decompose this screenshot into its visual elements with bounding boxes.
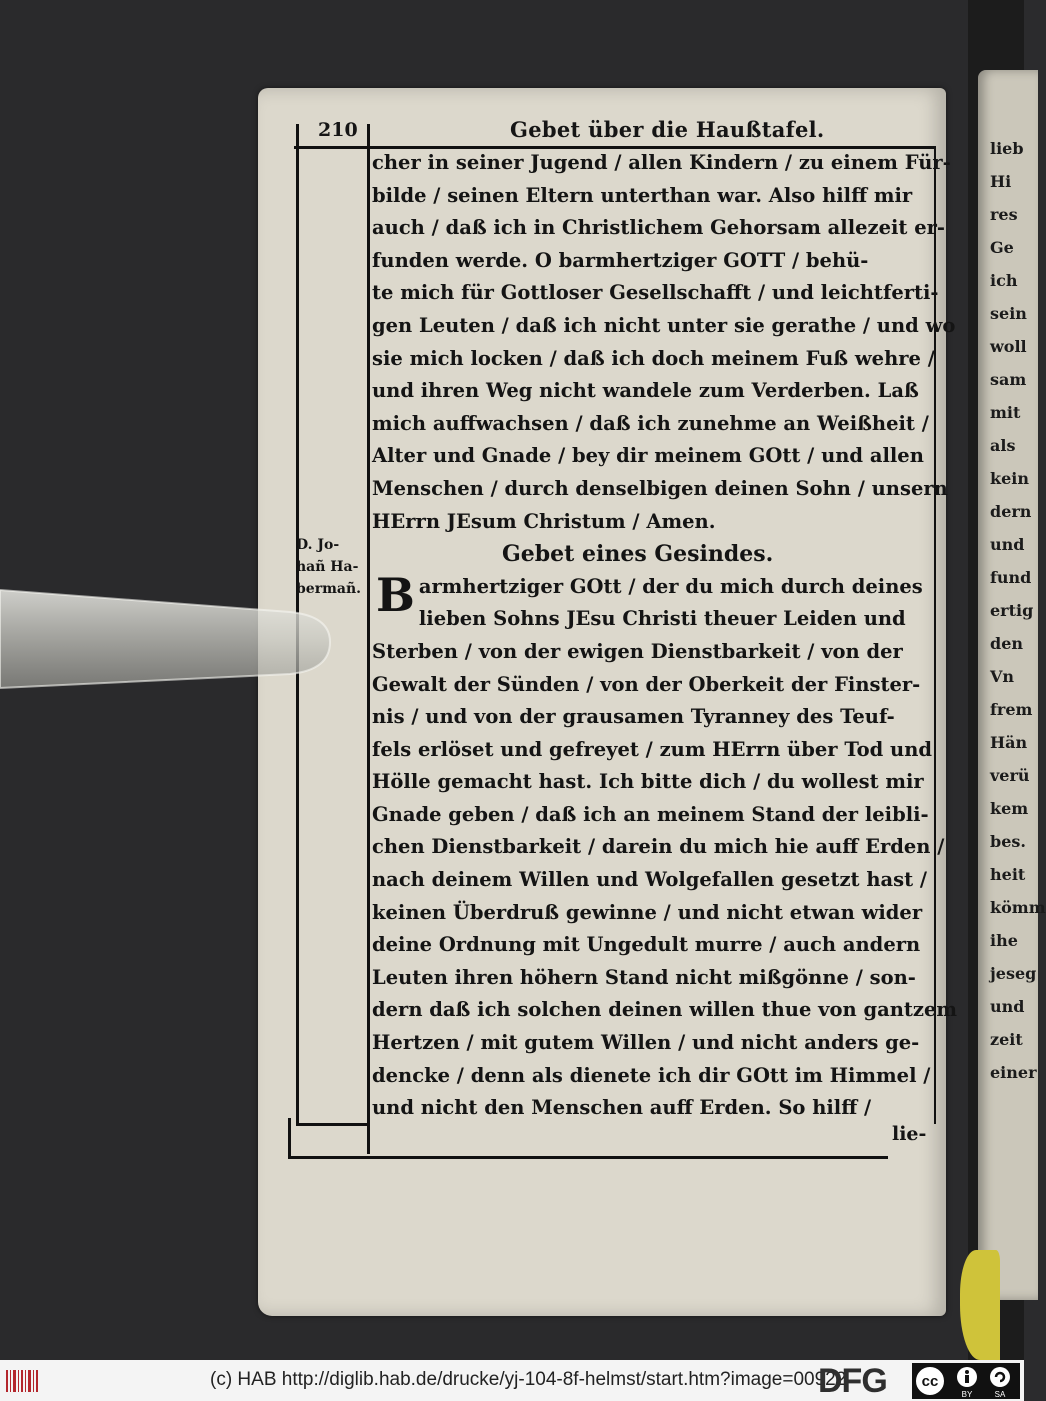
text-line: chen Dienstbarkeit / darein du mich hie auff Erden / bbox=[372, 835, 945, 859]
text-line: Leuten ihren höhern Stand nicht mißgönne / son- bbox=[372, 965, 916, 989]
facing-page-fragment: kömm bbox=[990, 898, 1046, 917]
text-line: HErrn JEsum Christum / Amen. bbox=[372, 509, 716, 533]
text-line: cher in seiner Jugend / allen Kindern / zu einem Für- bbox=[372, 151, 951, 174]
text-line: Gewalt der Sünden / von der Oberkeit der Finster- bbox=[372, 672, 921, 696]
text-line: mich auffwachsen / daß ich zunehme an Weißheit / bbox=[372, 411, 929, 435]
facing-page-fragment: sam bbox=[990, 370, 1027, 389]
facing-page-fragment: und bbox=[990, 997, 1025, 1016]
cc-by-label: BY bbox=[961, 1390, 973, 1399]
page-number: 210 bbox=[318, 119, 358, 141]
text-line: nach deinem Willen und Wolgefallen gesetzt hast / bbox=[372, 868, 928, 892]
text-line: Alter und Gnade / bey dir meinem GOtt / und allen bbox=[372, 444, 924, 468]
text-line: bilde / seinen Eltern unterthan war. Also hilff mir bbox=[372, 183, 913, 207]
text-line: auch / daß ich in Christlichem Gehorsam allezeit er- bbox=[372, 216, 945, 240]
text-line: und ihren Weg nicht wandele zum Verderben. Laß bbox=[372, 379, 919, 403]
text-line: Gnade geben / daß ich an meinem Stand der leibli- bbox=[372, 802, 929, 826]
svg-text:cc: cc bbox=[921, 1373, 939, 1390]
facing-page-fragment: lieb bbox=[990, 139, 1024, 158]
cc-sa-label: SA bbox=[994, 1390, 1006, 1399]
section-heading: Gebet eines Gesindes. bbox=[502, 541, 774, 568]
text-line: Sterben / von der ewigen Dienstbarkeit / von der bbox=[372, 639, 903, 663]
facing-page-text bbox=[990, 132, 1046, 1089]
page-header bbox=[296, 117, 936, 147]
text-line: und nicht den Menschen auff Erden. So hilff / bbox=[372, 1096, 872, 1120]
facing-page-fragment: fund bbox=[990, 568, 1032, 587]
facing-page-fragment: als bbox=[990, 436, 1016, 455]
facing-page-fragment: res bbox=[990, 205, 1018, 224]
text-line: fels erlöset und gefreyet / zum HErrn über Tod und bbox=[372, 737, 933, 761]
facing-page-fragment: und bbox=[990, 535, 1025, 554]
frame-rule-bottom bbox=[296, 1123, 370, 1126]
facing-page-fragment: ertig bbox=[990, 601, 1034, 620]
facing-page-fragment: ihe bbox=[990, 931, 1018, 950]
facing-page-fragment: kein bbox=[990, 469, 1029, 488]
margin-note-line: bermañ. bbox=[296, 581, 362, 597]
facing-page-fragment: woll bbox=[990, 337, 1027, 356]
text-line-content: armhertziger GOtt / der du mich durch deines bbox=[418, 574, 923, 598]
facing-page-fragment: ich bbox=[990, 271, 1018, 290]
text-line: te mich für Gottloser Gesellschafft / und leichtferti- bbox=[372, 281, 939, 305]
margin-note-line: hañ Ha- bbox=[296, 559, 359, 575]
text-line: dencke / denn als dienete ich dir GOtt im Himmel / bbox=[372, 1063, 931, 1087]
facing-page-fragment: einer bbox=[990, 1063, 1037, 1082]
facing-page-fragment: zeit bbox=[990, 1030, 1023, 1049]
text-line: deine Ordnung mit Ungedult murre / auch andern bbox=[372, 933, 921, 957]
body-text bbox=[372, 147, 958, 1125]
facing-page-fragment: heit bbox=[990, 865, 1026, 884]
margin-note-line: D. Jo- bbox=[296, 537, 340, 553]
bookmark-ribbon bbox=[960, 1250, 1000, 1360]
text-line: nis / und von der grausamen Tyranney des Teuf- bbox=[372, 705, 895, 729]
dfg-logo: DFG bbox=[818, 1362, 887, 1400]
facing-page-fragment: Hän bbox=[990, 733, 1028, 752]
text-line: dern daß ich solchen deinen willen thue von gantzem bbox=[372, 998, 958, 1022]
barcode-icon bbox=[6, 1368, 40, 1394]
facing-page-fragment: jeseg bbox=[990, 964, 1037, 983]
text-line: funden werde. O barmhertziger GOTT / behü- bbox=[372, 248, 869, 272]
text-line: sie mich locken / daß ich doch meinem Fuß wehre / bbox=[372, 346, 935, 370]
cc-license-icon[interactable] bbox=[912, 1363, 1020, 1399]
footer-bar bbox=[0, 1360, 1024, 1401]
facing-page-fragment: Ge bbox=[990, 238, 1014, 257]
drop-cap: B bbox=[376, 567, 415, 622]
facing-page-fragment: den bbox=[990, 634, 1023, 653]
frame-rule-footer bbox=[288, 1156, 888, 1159]
facing-page-fragment: verü bbox=[990, 766, 1030, 785]
copyright-link[interactable]: (c) HAB http://diglib.hab.de/drucke/yj-104-8f-helmst/start.htm?image=00922 bbox=[210, 1369, 847, 1390]
catchword: lie- bbox=[892, 1123, 927, 1145]
text-line: gen Leuten / daß ich nicht unter sie gerathe / und wo bbox=[372, 313, 956, 337]
facing-page-fragment: sein bbox=[990, 304, 1027, 323]
facing-page-fragment: mit bbox=[990, 403, 1021, 422]
frame-rule-corner bbox=[288, 1118, 291, 1158]
facing-page-fragment: Vn bbox=[990, 667, 1015, 686]
text-line: keinen Überdruß gewinne / und nicht etwan wider bbox=[372, 900, 923, 924]
facing-page-fragment: bes. bbox=[990, 832, 1026, 851]
frame-rule-left-inner bbox=[367, 124, 370, 1154]
text-line: Hölle gemacht hast. Ich bitte dich / du wollest mir bbox=[372, 770, 924, 794]
facing-page-fragment: Hi bbox=[990, 172, 1012, 191]
facing-page-fragment: frem bbox=[990, 700, 1033, 719]
facing-page-fragment: dern bbox=[990, 502, 1032, 521]
running-head: Gebet über die Haußtafel. bbox=[510, 117, 825, 142]
facing-page-fragment: kem bbox=[990, 799, 1029, 818]
text-line: Menschen / durch denselbigen deinen Sohn / unsern bbox=[372, 476, 948, 500]
text-line: Hertzen / mit gutem Willen / und nicht anders ge- bbox=[372, 1031, 920, 1055]
page-holder-clip bbox=[0, 586, 330, 692]
text-line: lieben Sohns JEsu Christi theuer Leiden und bbox=[418, 607, 906, 631]
